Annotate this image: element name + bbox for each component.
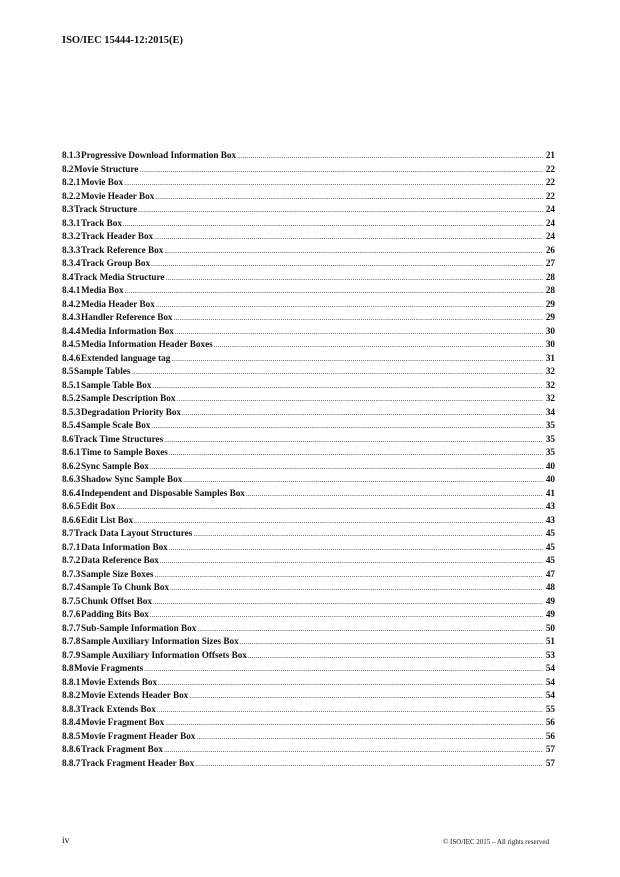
toc-entry[interactable] [62,474,555,488]
toc-entry-page: 22 [545,190,555,201]
toc-entry[interactable] [62,663,555,677]
toc-entry-title: Sample Scale Box [81,420,151,430]
toc-entry-number: 8.4.6 [62,352,81,363]
toc-entry-number: 8.7 [62,528,74,538]
toc-entry-page: 55 [545,703,555,714]
toc-entry-page: 31 [545,352,555,363]
toc-entry[interactable] [62,150,555,164]
toc-entry[interactable] [62,596,555,610]
toc-entry-number: 8.7.2 [62,555,81,565]
toc-entry[interactable] [62,204,555,218]
toc-entry-page: 29 [545,312,555,322]
toc-entry[interactable] [62,164,555,178]
toc-entry-page: 48 [545,582,555,592]
toc-leader-dots [237,152,543,160]
toc-entry[interactable] [62,636,555,650]
toc-entry[interactable] [62,501,555,515]
toc-entry[interactable] [62,258,555,272]
toc-entry-page: 56 [545,730,555,741]
toc-entry-number: 8.4.2 [62,298,81,309]
toc-entry-page: 28 [545,271,555,282]
toc-entry-page: 45 [545,528,555,538]
toc-entry-number: 8.6.2 [62,460,81,471]
toc-entry[interactable] [62,299,555,313]
toc-entry[interactable] [62,245,555,259]
toc-entry[interactable] [62,461,555,475]
toc-entry-number: 8.8.6 [62,744,81,754]
toc-leader-dots [123,220,543,228]
toc-entry-title: Shadow Sync Sample Box [81,474,183,484]
toc-entry-page: 29 [545,298,555,309]
toc-entry-page: 45 [545,555,555,565]
copyright-notice: © ISO/IEC 2015 – All rights reserved [442,838,549,846]
toc-entry-page: 24 [545,217,555,228]
toc-leader-dots [174,314,543,322]
toc-leader-dots [164,436,543,444]
toc-leader-dots [153,598,543,606]
toc-leader-dots [165,719,543,727]
toc-entry[interactable] [62,272,555,286]
toc-leader-dots [154,571,543,579]
toc-entry-title: Media Information Header Boxes [81,339,213,349]
toc-entry-page: 51 [545,636,555,646]
toc-entry-number: 8.6.1 [62,447,81,457]
toc-entry-title: Sample Auxiliary Information Sizes Box [81,636,239,646]
toc-entry-title: Movie Structure [74,163,139,174]
toc-leader-dots [197,625,543,633]
toc-entry[interactable] [62,731,555,745]
toc-entry[interactable] [62,393,555,407]
table-of-contents [62,150,555,771]
toc-leader-dots [193,530,543,538]
toc-entry-page: 32 [545,379,555,390]
toc-leader-dots [164,247,543,255]
toc-leader-dots [154,233,543,241]
toc-entry-page: 41 [545,487,555,498]
toc-entry-page: 35 [545,447,555,457]
toc-leader-dots [157,706,543,714]
toc-entry-page: 22 [545,163,555,174]
toc-entry[interactable] [62,353,555,367]
toc-entry-title: Track Data Layout Structures [74,528,193,538]
toc-leader-dots [156,301,543,309]
toc-entry-page: 27 [545,258,555,268]
toc-entry[interactable] [62,528,555,542]
toc-leader-dots [170,584,543,592]
toc-entry-number: 8.6.3 [62,474,81,484]
toc-entry-number: 8.7.8 [62,636,81,646]
toc-entry-page: 45 [545,541,555,552]
toc-entry-title: Edit Box [81,501,116,511]
toc-entry-title: Sample Auxiliary Information Offsets Box [81,649,247,660]
toc-entry-number: 8.4.1 [62,285,81,295]
toc-entry[interactable] [62,312,555,326]
toc-entry-title: Sync Sample Box [81,460,149,471]
toc-entry-number: 8.5.3 [62,406,81,417]
toc-entry-number: 8.4 [62,271,74,282]
toc-entry-number: 8.7.6 [62,609,81,619]
toc-entry[interactable] [62,191,555,205]
toc-entry-number: 8.2.1 [62,177,81,187]
toc-entry[interactable] [62,488,555,502]
toc-entry[interactable] [62,285,555,299]
toc-leader-dots [151,422,543,430]
toc-entry[interactable] [62,366,555,380]
toc-entry-title: Track Reference Box [81,244,164,255]
toc-entry-number: 8.7.4 [62,582,81,592]
toc-entry-number: 8.1.3 [62,150,81,160]
toc-entry-page: 30 [545,339,555,349]
toc-entry-title: Movie Box [81,177,124,187]
toc-entry-page: 56 [545,717,555,727]
toc-entry-number: 8.8.3 [62,703,81,714]
toc-entry-title: Movie Header Box [81,190,155,201]
toc-entry-title: Track Media Structure [74,271,165,282]
toc-entry-page: 54 [545,676,555,687]
toc-entry-page: 22 [545,177,555,187]
toc-entry[interactable] [62,582,555,596]
toc-leader-dots [158,679,543,687]
toc-entry-number: 8.7.9 [62,649,81,660]
toc-entry[interactable] [62,690,555,704]
toc-leader-dots [214,341,543,349]
toc-leader-dots [150,463,543,471]
toc-entry-number: 8.6.6 [62,514,81,525]
toc-entry[interactable] [62,434,555,448]
toc-entry[interactable] [62,420,555,434]
toc-entry-title: Track Fragment Box [81,744,163,754]
toc-leader-dots [195,760,543,768]
toc-entry-page: 57 [545,744,555,754]
toc-leader-dots [169,544,543,552]
toc-entry-title: Padding Bits Box [81,609,149,619]
toc-entry-title: Movie Fragments [74,663,144,673]
toc-leader-dots [160,557,543,565]
toc-entry-page: 32 [545,366,555,376]
toc-entry-page: 50 [545,622,555,633]
toc-entry-page: 28 [545,285,555,295]
toc-entry-page: 24 [545,204,555,214]
toc-entry[interactable] [62,380,555,394]
toc-entry-title: Track Extends Box [81,703,156,714]
toc-entry-page: 26 [545,244,555,255]
toc-leader-dots [246,490,543,498]
toc-entry-title: Sample Table Box [81,379,152,390]
toc-entry-number: 8.5.4 [62,420,81,430]
toc-entry-number: 8.3.2 [62,231,81,241]
toc-entry-number: 8.3 [62,204,74,214]
toc-entry-page: 40 [545,460,555,471]
toc-leader-dots [240,638,543,646]
toc-entry[interactable] [62,407,555,421]
toc-entry-title: Chunk Offset Box [81,595,152,606]
toc-entry-page: 49 [545,595,555,606]
toc-leader-dots [131,368,543,376]
toc-entry[interactable] [62,339,555,353]
toc-entry-title: Track Header Box [81,231,154,241]
toc-entry-number: 8.8.4 [62,717,81,727]
toc-leader-dots [138,206,543,214]
toc-entry-title: Extended language tag [81,352,171,363]
toc-leader-dots [171,355,543,363]
toc-entry-title: Track Group Box [81,258,151,268]
toc-entry[interactable] [62,515,555,529]
toc-leader-dots [183,476,543,484]
toc-entry-title: Track Box [81,217,122,228]
toc-entry-title: Sample Size Boxes [81,568,154,579]
toc-entry-number: 8.8 [62,663,74,673]
toc-entry[interactable] [62,677,555,691]
toc-entry-page: 30 [545,325,555,336]
toc-entry-number: 8.5 [62,366,74,376]
toc-entry-title: Progressive Download Information Box [81,150,237,160]
toc-entry[interactable] [62,623,555,637]
toc-entry-number: 8.2 [62,163,74,174]
toc-entry[interactable] [62,569,555,583]
toc-entry-number: 8.2.2 [62,190,81,201]
toc-entry-page: 54 [545,663,555,673]
toc-entry-number: 8.6.5 [62,501,81,511]
document-header: ISO/IEC 15444-12:2015(E) [62,35,184,46]
toc-entry-number: 8.7.1 [62,541,81,552]
toc-entry-title: Movie Extends Box [81,676,158,687]
toc-leader-dots [175,328,543,336]
toc-entry-title: Sample Tables [74,366,131,376]
toc-entry-number: 8.7.5 [62,595,81,606]
toc-entry-title: Time to Sample Boxes [81,447,168,457]
toc-entry-number: 8.4.5 [62,339,81,349]
toc-leader-dots [155,193,543,201]
toc-entry-number: 8.5.1 [62,379,81,390]
toc-entry[interactable] [62,555,555,569]
toc-leader-dots [248,652,543,660]
toc-entry[interactable] [62,609,555,623]
toc-entry-page: 54 [545,690,555,700]
toc-leader-dots [125,287,543,295]
toc-leader-dots [116,503,543,511]
toc-entry-number: 8.8.1 [62,676,81,687]
toc-entry-title: Data Reference Box [81,555,159,565]
toc-entry[interactable] [62,177,555,191]
toc-entry-number: 8.7.7 [62,622,81,633]
toc-entry-title: Movie Fragment Header Box [81,730,196,741]
toc-leader-dots [151,260,543,268]
toc-entry-number: 8.3.4 [62,258,81,268]
toc-entry-page: 35 [545,420,555,430]
toc-entry[interactable] [62,758,555,772]
toc-entry[interactable] [62,326,555,340]
toc-entry-title: Media Information Box [81,325,174,336]
toc-entry-title: Track Fragment Header Box [81,757,195,768]
page-number: iv [62,836,70,846]
toc-entry-title: Movie Extends Header Box [81,690,189,700]
toc-leader-dots [139,166,543,174]
toc-entry-page: 35 [545,433,555,444]
toc-leader-dots [134,517,543,525]
toc-entry-title: Movie Fragment Box [81,717,165,727]
toc-entry-title: Media Box [81,285,124,295]
toc-leader-dots [189,692,543,700]
toc-entry-number: 8.4.3 [62,312,81,322]
toc-entry-title: Handler Reference Box [81,312,173,322]
toc-entry-number: 8.4.4 [62,325,81,336]
toc-entry-title: Sub-Sample Information Box [81,622,197,633]
toc-entry[interactable] [62,447,555,461]
toc-entry-title: Media Header Box [81,298,155,309]
toc-entry-page: 40 [545,474,555,484]
toc-leader-dots [176,395,543,403]
toc-entry[interactable] [62,704,555,718]
toc-entry-title: Sample To Chunk Box [81,582,170,592]
toc-entry-number: 8.8.7 [62,757,81,768]
toc-leader-dots [124,179,543,187]
toc-entry-page: 53 [545,649,555,660]
toc-entry-title: Sample Description Box [81,393,176,403]
toc-leader-dots [144,665,543,673]
toc-entry-page: 49 [545,609,555,619]
toc-leader-dots [166,274,544,282]
toc-entry-page: 24 [545,231,555,241]
toc-entry-number: 8.5.2 [62,393,81,403]
toc-entry-page: 32 [545,393,555,403]
toc-entry-page: 43 [545,514,555,525]
toc-entry-number: 8.7.3 [62,568,81,579]
toc-entry-title: Track Time Structures [74,433,164,444]
toc-entry-number: 8.6 [62,433,74,444]
toc-entry-page: 57 [545,757,555,768]
toc-entry[interactable] [62,717,555,731]
toc-leader-dots [164,746,543,754]
toc-entry-page: 43 [545,501,555,511]
toc-leader-dots [196,733,543,741]
toc-entry-page: 47 [545,568,555,579]
toc-entry-page: 34 [545,406,555,417]
toc-entry-number: 8.8.2 [62,690,81,700]
toc-entry-title: Independent and Disposable Samples Box [81,487,245,498]
toc-entry[interactable] [62,542,555,556]
toc-entry[interactable] [62,744,555,758]
toc-entry-page: 21 [545,150,555,160]
toc-entry-number: 8.3.1 [62,217,81,228]
toc-entry-title: Degradation Priority Box [81,406,182,417]
toc-entry-number: 8.3.3 [62,244,81,255]
toc-leader-dots [150,611,543,619]
toc-entry-title: Track Structure [74,204,138,214]
toc-entry-title: Data Information Box [81,541,168,552]
toc-leader-dots [152,382,543,390]
toc-entry-number: 8.8.5 [62,730,81,741]
toc-entry[interactable] [62,218,555,232]
toc-entry[interactable] [62,231,555,245]
toc-entry-title: Edit List Box [81,514,134,525]
toc-entry-number: 8.6.4 [62,487,81,498]
toc-leader-dots [169,449,543,457]
toc-leader-dots [182,409,543,417]
toc-entry[interactable] [62,650,555,664]
